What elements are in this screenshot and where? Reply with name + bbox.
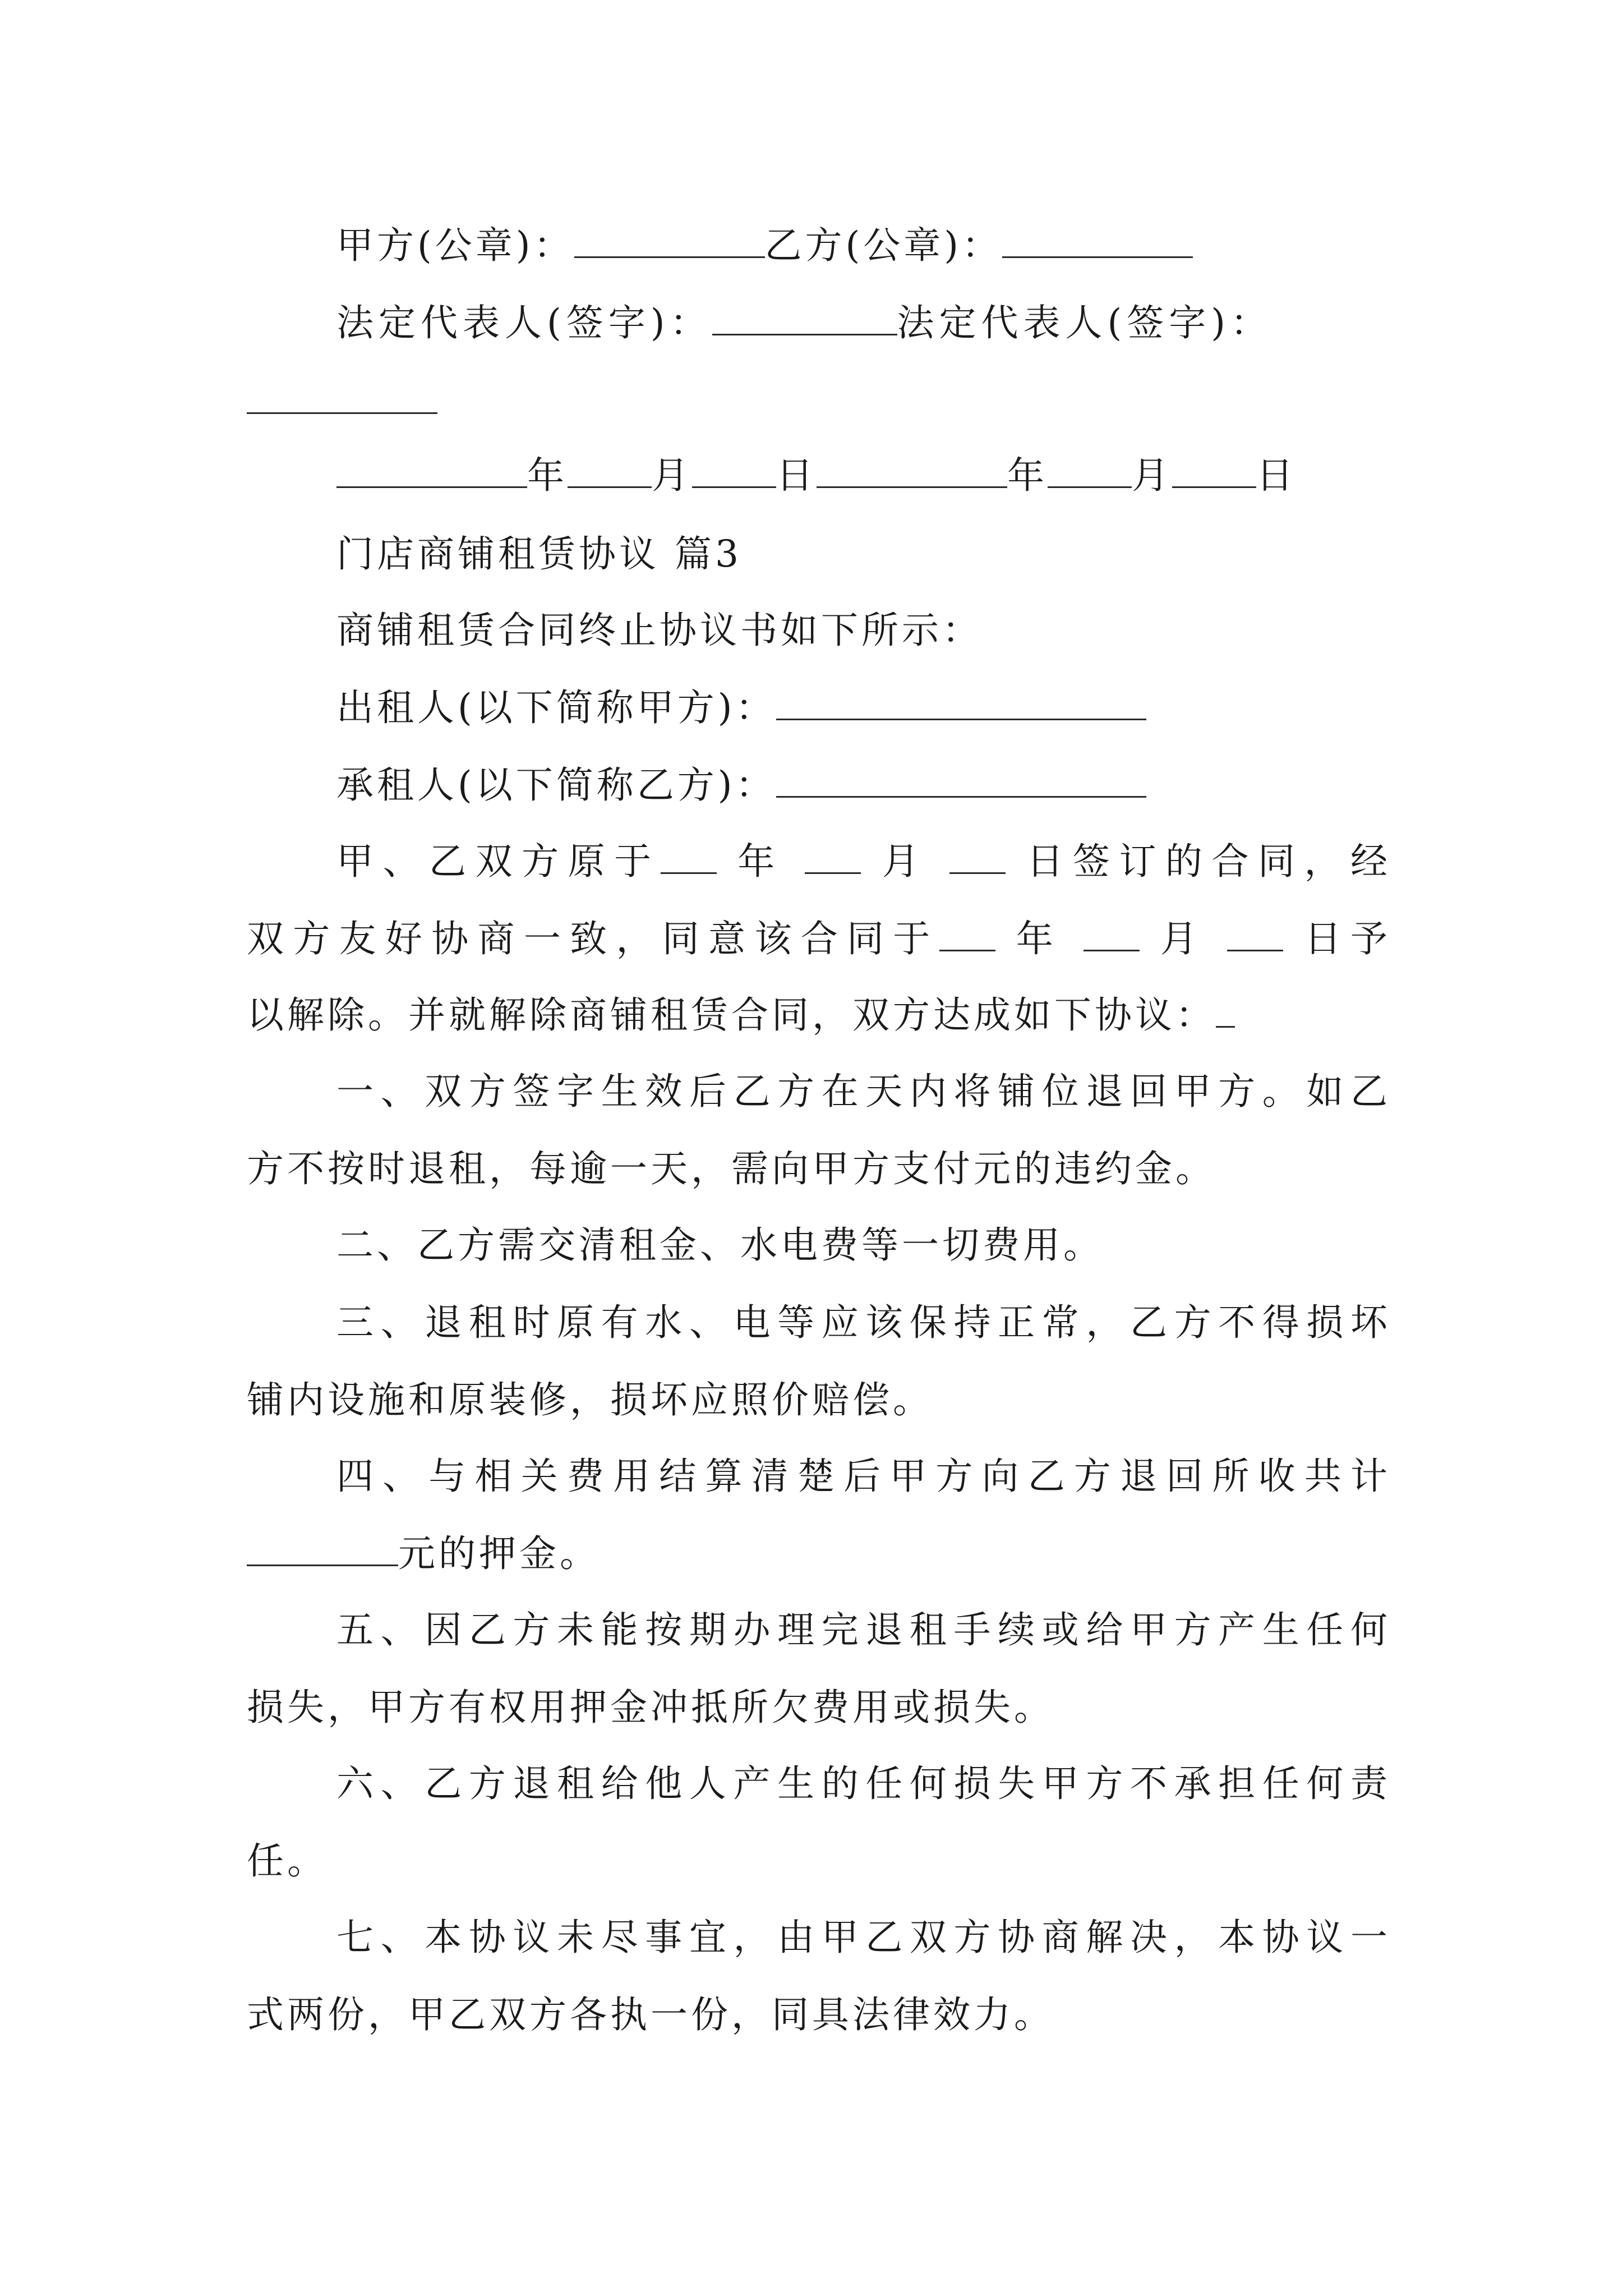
- clause-5-line-2: 损失，甲方有权用押金冲抵所欠费用或损失。: [247, 1686, 1054, 1729]
- clause-5-line-1: 五、因乙方未能按期办理完退租手续或给甲方产生任何: [336, 1608, 1391, 1651]
- date-b-year-label: 年: [1007, 454, 1048, 497]
- date-a-day-blank: [692, 455, 776, 488]
- clause-6-line-2: 任。: [247, 1839, 328, 1883]
- preamble-year-blank: [661, 841, 717, 874]
- lessor-line: [336, 685, 1391, 730]
- date-b-day-label: 日: [1256, 454, 1297, 497]
- intro-paragraph: 商铺租赁合同终止协议书如下所示：: [336, 609, 983, 652]
- preamble-trailing-blank: [1216, 995, 1235, 1028]
- lessee-blank: [776, 765, 1146, 798]
- preamble-text: 日予: [1304, 917, 1391, 960]
- preamble-line-2: [247, 917, 1391, 961]
- section-title: 门店商铺租赁协议 篇3: [336, 532, 742, 576]
- preamble-text: 双方友好协商一致，同意该合同于: [247, 917, 939, 960]
- rep-a-label: 法定代表人(签字)：: [336, 301, 712, 344]
- preamble-text: 以解除。并就解除商铺租赁合同，双方达成如下协议：: [247, 993, 1216, 1037]
- clause-2-line-1: 二、乙方需交清租金、水电费等一切费用。: [336, 1223, 1104, 1267]
- date-b-month-label: 月: [1132, 454, 1172, 497]
- clause-4-line-2: [247, 1531, 1391, 1576]
- termination-day-blank: [1227, 918, 1283, 951]
- clause-1-line-2: 方不按时退租，每逾一天，需向甲方支付元的违约金。: [247, 1147, 1216, 1190]
- rep-b-label: 法定代表人(签字)：: [897, 301, 1272, 344]
- rep-a-blank: [712, 302, 897, 335]
- party-a-seal-blank: [574, 225, 765, 258]
- clause-1-line-1: 一、双方签字生效后乙方在天内将铺位退回甲方。如乙: [336, 1070, 1391, 1113]
- preamble-text: 甲、乙双方原于: [336, 840, 661, 883]
- signature-date-line: [336, 453, 1391, 498]
- termination-month-label: 月: [1160, 917, 1207, 960]
- clause-4-line-1: 四、与相关费用结算清楚后甲方向乙方退回所收共计: [336, 1455, 1391, 1498]
- rep-b-blank: [247, 381, 437, 414]
- preamble-day-blank: [949, 841, 1006, 874]
- termination-year-label: 年: [1016, 917, 1063, 960]
- signature-line-representative-continued: [247, 379, 1391, 424]
- deposit-amount-blank: [247, 1533, 398, 1566]
- clause-3-line-1: 三、退租时原有水、电等应该保持正常，乙方不得损坏: [336, 1301, 1391, 1344]
- date-a-month-blank: [568, 455, 652, 488]
- clause-7-line-1: 七、本协议未尽事宜，由甲乙双方协商解决，本协议一: [336, 1916, 1391, 1959]
- date-a-day-label: 日: [776, 454, 817, 497]
- termination-month-blank: [1083, 918, 1140, 951]
- preamble-line-3: [247, 993, 1391, 1038]
- preamble-line-1: [336, 839, 1391, 884]
- lessee-label: 承租人(以下简称乙方)：: [336, 763, 776, 807]
- party-a-seal-label: 甲方(公章)：: [336, 224, 574, 267]
- lessor-blank: [776, 687, 1146, 720]
- clause-3-line-2: 铺内设施和原装修，损坏应照价赔偿。: [247, 1378, 933, 1421]
- date-a-year-blank: [336, 455, 527, 488]
- party-b-seal-blank: [1002, 225, 1193, 258]
- preamble-text: 日签订的合同，经: [1026, 840, 1391, 883]
- signature-line-representative: [336, 301, 1391, 346]
- clause-6-line-1: 六、乙方退租给他人产生的任何损失甲方不承担任何责: [336, 1762, 1391, 1805]
- date-a-month-label: 月: [652, 454, 692, 497]
- clause-7-line-2: 式两份，甲乙双方各执一份，同具法律效力。: [247, 1993, 1054, 2036]
- signature-line-seal: [336, 223, 1391, 268]
- date-b-month-blank: [1048, 455, 1132, 488]
- lessor-label: 出租人(以下简称甲方)：: [336, 686, 776, 729]
- date-b-year-blank: [817, 455, 1007, 488]
- date-a-year-label: 年: [527, 454, 568, 497]
- party-b-seal-label: 乙方(公章)：: [764, 224, 1002, 267]
- date-b-day-blank: [1172, 455, 1256, 488]
- preamble-month-blank: [805, 841, 861, 874]
- termination-year-blank: [939, 918, 995, 951]
- lessee-line: [336, 763, 1391, 808]
- preamble-year-label: 年: [737, 840, 784, 883]
- preamble-month-label: 月: [882, 840, 929, 883]
- clause-4-text: 元的押金。: [398, 1532, 600, 1575]
